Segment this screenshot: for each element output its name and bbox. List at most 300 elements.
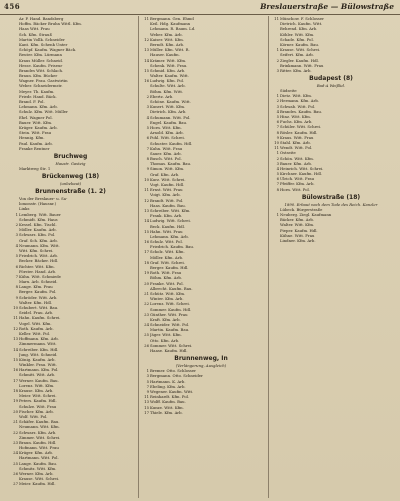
resident-entry: Böhm. Kfm. Witt. [150, 88, 184, 94]
house-number: 5 [276, 171, 279, 177]
house-number: 11 [274, 16, 279, 21]
resident-entry: Ludwig. Witt. Schrei. [150, 218, 191, 224]
resident-entry: Lemberg. Witt. Bauer [19, 211, 61, 217]
resident-entry: Wegener. Kaufm. Witt. [150, 388, 194, 394]
resident-entry: Schade. Kfm. Pol. [280, 36, 314, 42]
entry-block [10, 166, 131, 171]
floor-marker [130, 146, 131, 151]
house-number: 2 [276, 155, 279, 161]
resident-entry: Schulte. Witt. Arb. [150, 83, 186, 89]
house-number: 15 [13, 356, 18, 362]
resident-entry: Werner. Kaufm. Bau. [19, 377, 59, 383]
list-item [271, 238, 391, 243]
resident-entry: Haas Witt. Frau [19, 26, 50, 32]
house-number: 18 [144, 259, 149, 265]
house-number: 1 [276, 150, 279, 156]
resident-entry: Sommer. Witt. Schrei. [150, 342, 193, 348]
house-number: 15 [144, 228, 149, 234]
resident-entry: Roth. Kaufm. Arb. [19, 325, 54, 331]
resident-entry: Schöpf. Kaufm. Wagner Bäck. [19, 47, 77, 53]
resident-entry: Schwab. Witt. Pol. [280, 103, 316, 109]
house-number: 3 [276, 67, 279, 73]
resident-entry: Martin Vollk. Schneider [19, 36, 65, 42]
house-number: 25 [144, 332, 149, 338]
resident-entry: Schütz. Witt. Kfm. [150, 290, 186, 296]
resident-entry: Roth. Witt. Frau [150, 270, 182, 276]
house-number: 26 [13, 471, 18, 476]
section-heading: Budapest (8) [309, 75, 353, 83]
list-item [141, 348, 261, 353]
floor-marker [260, 410, 261, 415]
page-number: 456 [4, 2, 21, 11]
resident-entry: Brandes. Kaufm. Bau. [280, 108, 323, 114]
resident-entry: Bauer. Witt. Kfm. [19, 119, 53, 125]
resident-entry: Kant. Kfm. Schenk Unter [19, 41, 68, 47]
resident-entry: Schuster. Kaufm. Hdl. [150, 140, 193, 146]
resident-entry: Thiele. Kfm. Arb. [150, 409, 183, 415]
resident-entry: Kunert. Witt. Kfm. [150, 104, 186, 110]
resident-entry: Lange. Kaufm. Bau. [19, 460, 57, 466]
section-heading: Brunnenstraße (1. 2) [35, 188, 106, 196]
resident-entry: Schumann. Witt. Pol. [150, 114, 191, 120]
house-number: 5 [276, 114, 279, 119]
house-number: 25 [13, 460, 18, 466]
floor-marker [390, 187, 391, 192]
resident-entry: Marktweg Str. 1 [19, 165, 51, 171]
house-number [271, 238, 280, 243]
resident-entry: Keil. Hdg. Kaufmann [150, 21, 191, 27]
house-number: 8 [15, 284, 18, 290]
house-number: 10 [274, 139, 279, 145]
resident-entry: Schüler. Witt. Schrei. [280, 124, 322, 130]
entry-block [271, 150, 391, 192]
house-number: 2 [146, 93, 149, 99]
house-number: 8 [276, 129, 279, 135]
entry-block [271, 88, 391, 150]
house-number: 3 [146, 104, 149, 110]
resident-entry: Ziegler. Kaufm. Hdl. [280, 57, 319, 63]
resident-entry: Pieper. Kaufm. Hdl. [280, 227, 318, 233]
resident-entry: Friedrich. Witt. Arb. [19, 253, 59, 259]
entry-block [271, 207, 391, 243]
house-number: 6 [276, 176, 279, 182]
resident-entry: Schreiber. Witt. Kfm. [150, 207, 191, 213]
house-number: 8 [146, 156, 149, 162]
resident-entry: Berger. Kaufm. Hdl. [150, 265, 189, 270]
house-number: 7 [146, 383, 149, 389]
section-heading: Bruchweg [53, 152, 88, 160]
house-number: 6 [146, 135, 149, 141]
resident-entry: Brandt. Witt. Pol. [150, 197, 184, 203]
house-number: 17 [144, 249, 149, 255]
resident-entry: Lehmann. Kfm. Arb. [19, 104, 58, 110]
resident-entry: Hoffmann. Kfm. Arb. [19, 336, 59, 342]
resident-entry: Walter. Kaufm. Witt. [150, 73, 189, 79]
resident-entry: Friedr. Hand. Bäck. [19, 93, 57, 99]
resident-entry: Busch. Witt. Pol. [150, 156, 182, 162]
resident-entry: Pohl. Witt. Schrei. [150, 135, 185, 141]
house-number: 5 [15, 253, 18, 259]
resident-entry: Kuhn. Witt. Frau [150, 145, 183, 151]
resident-entry: Körner. Kaufm. Bau. [280, 41, 320, 47]
resident-entry: Hesse. Kaufm. Friseur [19, 62, 63, 68]
house-number: 12 [144, 36, 149, 42]
house-number: 14 [13, 346, 18, 352]
resident-entry: Lange. Kfm. Frau [19, 284, 53, 290]
resident-entry: Voigt. Kfm. Arb. [150, 192, 181, 198]
resident-entry: Kurz. Witt. Schrei. [150, 176, 186, 182]
resident-entry: Links [19, 206, 30, 212]
resident-entry: Graf. Sch. Kfm. Arb. [19, 237, 58, 243]
house-number: 27 [13, 481, 18, 487]
resident-entry: Krause. Witt. Schrei. [19, 476, 60, 482]
resident-entry: Horn. Witt. Pol. [280, 186, 310, 192]
resident-entry: Schwarz. Kfm. Pol. [19, 232, 56, 238]
resident-entry: Lehmann. R. Baum. Ld. [150, 26, 196, 32]
house-number: 1 [276, 47, 279, 53]
resident-entry: Graf. Kfm. Arb. [150, 171, 180, 177]
resident-entry: Kessel. Kfm. Tischl. [19, 222, 57, 227]
resident-entry: Krüger. Kfm. Arb. [19, 450, 54, 456]
resident-entry: Bauer. Kfm. Arb. [280, 160, 313, 166]
resident-entry: Meier. Kaufm. Hdl. [19, 481, 56, 487]
house-number: 11 [274, 145, 279, 151]
list-item [10, 166, 131, 171]
house-number: 7 [276, 124, 279, 130]
resident-entry: Schröder. Witt. Arb. [19, 294, 58, 300]
resident-entry: Hahn. Witt. Frau [150, 228, 183, 234]
list-item [271, 187, 391, 192]
section-heading: Bülowstraße (18) [301, 193, 361, 201]
house-number: 4 [276, 165, 279, 171]
resident-entry: Graf. Witt. Schrei. [150, 259, 185, 265]
entry-block [271, 47, 391, 73]
resident-entry: Werner. Kfm. Arb. [19, 471, 54, 476]
house-number: 13 [13, 336, 18, 342]
resident-entry: Simon. Witt. Kfm. [150, 166, 185, 172]
resident-entry: Bremer. Otto. Schlosser [150, 368, 196, 374]
resident-entry: Neumann. Kfm. Witt. [19, 242, 60, 248]
section-heading: Brunnenweg, In [174, 355, 228, 363]
resident-entry: Neumann. Witt. Kfm. [19, 424, 60, 430]
resident-entry: Möller. Kfm. Arb. [150, 254, 184, 260]
resident-entry: Stein. Witt. Frau [19, 130, 52, 136]
house-number: 15 [144, 67, 149, 73]
resident-entry: Friedrich. Kaufm. Bau. [150, 244, 195, 250]
resident-entry: Keller. Witt. Pol. [19, 330, 51, 336]
house-number: 22 [13, 429, 18, 435]
house-number: 19 [13, 398, 18, 404]
resident-entry: lomonstr. (Hausnr.) [19, 201, 57, 207]
resident-entry: Lorenz. Witt. Schrei. [150, 301, 190, 307]
entry-block [141, 368, 261, 415]
resident-entry: Braun. Kaufm. Hdl. [19, 439, 57, 445]
resident-entry: Krause. Witt. Schrei. [280, 47, 321, 53]
resident-entry: Lübeck. Bürgerstraße [280, 206, 323, 212]
resident-entry: Brinkmann. Witt. Frau [280, 62, 324, 68]
resident-entry: Walter. Kfm. Hdl. [19, 299, 53, 305]
floor-marker [390, 238, 391, 243]
house-number: 10 [144, 176, 149, 182]
house-number: 9 [15, 294, 18, 300]
resident-entry: Brandes Witt. Schlach. [19, 67, 64, 73]
resident-entry: Jung. Witt. Schneid. [19, 351, 58, 357]
house-number: 3 [15, 232, 18, 238]
house-number: 7 [276, 181, 279, 187]
resident-entry: Arnold. Kfm. Arb. [150, 130, 184, 136]
resident-entry: Krüger. Kaufm. Arb. [19, 124, 58, 130]
resident-entry: Schneider. Witt. Pol. [150, 322, 190, 328]
house-number: 14 [144, 218, 149, 224]
resident-entry: Dietz. Witt. Kfm. [280, 93, 313, 99]
resident-entry: Kunze. Witt. Kfm. [150, 404, 184, 410]
resident-entry: Marx. Arb. Schneid. [19, 279, 58, 285]
resident-entry: Reuter. Kfm. Lürmann [19, 52, 62, 58]
resident-entry: Schubert. Witt. Bau. [19, 305, 59, 310]
section-subtitle: (Verlängerung, Ausgleich) [175, 363, 227, 369]
resident-entry: Fuchs. Kfm. Arb. [280, 119, 313, 125]
resident-entry: Seifert. Kfm. Arb. [280, 52, 314, 58]
resident-entry: Schulze. Witt. Frau [19, 403, 57, 409]
resident-entry: Bäcker. Kfm. Arb. [280, 217, 314, 223]
house-number: 8 [276, 186, 279, 192]
house-number: 26 [144, 342, 149, 348]
resident-entry: Weber. Kfm. Arb. [150, 31, 183, 37]
resident-entry: Kraus Müller. Schneid. [19, 57, 64, 63]
resident-entry: Becker. Bäcker. Hdl. [19, 258, 59, 264]
house-number: 11 [144, 16, 149, 21]
resident-entry: Schmitz. Witt. Kfm. [19, 465, 57, 471]
house-number: 3 [276, 103, 279, 109]
resident-entry: Braun. Kfm. Bücker [19, 73, 58, 79]
resident-entry: Böhm. Kfm. Arb. [150, 275, 182, 281]
resident-entry: Krause. Kfm. Arb. [19, 388, 54, 393]
resident-entry: Pfeiffer. Kfm. Arb. [280, 181, 315, 187]
house-number: 4 [15, 242, 18, 248]
resident-entry: Hofmann. Witt. Frau [19, 445, 59, 451]
resident-entry: Wolff. Kaufm. Bau. [150, 399, 186, 405]
resident-entry: Günther. Witt. Frau [150, 311, 188, 317]
house-number: 2 [276, 57, 279, 63]
resident-entry: Dietrich. Kfm. Arb. [150, 109, 187, 115]
resident-entry: Kraft. Kfm. Arb. [150, 316, 181, 322]
floor-marker [130, 166, 131, 171]
resident-entry: Wendt. Witt. Pol. [280, 145, 313, 151]
resident-entry: Ostseite [280, 150, 296, 156]
house-number: 5 [146, 378, 149, 384]
resident-entry: Horn. Witt. Kfm. [150, 124, 182, 130]
page-title: Breslauerstraße — Bülowstraße [260, 2, 394, 11]
column-1 [8, 16, 133, 498]
resident-entry: Franke. Witt. Pol. [150, 280, 184, 286]
resident-entry: Martin. Kaufm. Bau. [150, 327, 190, 333]
resident-entry: Thomas. Kaufm. Bau. [150, 161, 192, 167]
resident-entry: Schmid. Kfm. Arb. [150, 67, 186, 73]
house-number: 1 [276, 93, 279, 99]
resident-entry: Müller. Kfm. Witt. R. [150, 47, 190, 53]
house-number: 1 [276, 212, 279, 217]
resident-entry: Zimmer. Witt. Schrei. [19, 434, 61, 440]
resident-entry: Winter. Kfm. Arb. [150, 296, 184, 302]
resident-entry: Sch. Kfm. Strauß [19, 31, 53, 37]
entry-block [141, 94, 261, 353]
house-number: 23 [144, 311, 149, 317]
floor-marker [390, 68, 391, 73]
resident-entry: Möller. Kaufm. Arb. [19, 227, 57, 233]
resident-entry: Von der Breslauer- u. Sa- [19, 196, 68, 202]
resident-entry: Berndt. Kfm. Arb. [150, 41, 185, 47]
resident-entry: Walter. Witt. Kfm. [280, 222, 315, 228]
resident-entry: Otto. Kfm. Arb. [150, 337, 180, 343]
house-number: 16 [144, 78, 149, 84]
house-number: 20 [13, 408, 18, 414]
resident-entry: Meyer. Th. Kaufm. [19, 88, 55, 94]
resident-entry: Vogel. Witt. Kfm. [19, 320, 52, 326]
house-number [10, 166, 19, 171]
house-number: 24 [13, 450, 18, 456]
house-number: 1 [15, 211, 18, 217]
list-item [10, 481, 131, 486]
resident-entry: Krämer. Witt. Kfm. [150, 57, 187, 63]
house-number: 11 [13, 315, 18, 321]
resident-entry: Hartmann. Kfm. Pol. [19, 367, 59, 373]
resident-entry: Schulz. Kfm. Witt. Müller [19, 109, 68, 115]
resident-entry: Schwarz. Kfm. Arb. [19, 429, 57, 435]
list-item [10, 146, 131, 151]
house-number: 7 [15, 273, 18, 279]
house-number: 1 [146, 368, 149, 374]
resident-entry: Berger. Kaufm. Pol. [19, 289, 57, 295]
house-number: 9 [146, 166, 149, 172]
resident-entry: Reinhardt. Kfm. Pol. [150, 394, 190, 400]
resident-entry: Schenk. Witt. Frau. [150, 62, 188, 68]
house-number: 3 [276, 160, 279, 166]
resident-entry: Ludwig. Kfm. Pol. [150, 78, 185, 84]
resident-entry: Vogt. Kaufm. Hdl. [150, 182, 185, 187]
resident-entry: Ritter. Kfm. Arb. [280, 67, 312, 73]
section-subtitle: 1890. Erbaut nach dem Tode des Reich. Kanzler [284, 201, 378, 207]
resident-entry: Dietrich. Kaufm. Witt. [280, 21, 323, 27]
house-number: 13 [144, 207, 149, 213]
resident-entry: Haase. Kaufm. Hdl. [150, 348, 188, 353]
floor-marker [260, 348, 261, 353]
resident-entry: Hartmann. Witt. Pol. [19, 455, 59, 461]
resident-entry: Hahn. Kaufm. Schrei. [19, 315, 61, 321]
house-number: 17 [144, 409, 149, 415]
house-number: 11 [144, 187, 149, 193]
floor-marker [130, 481, 131, 486]
list-item [141, 410, 261, 415]
house-number [141, 348, 150, 353]
entry-block [141, 16, 261, 94]
house-number: 17 [13, 377, 18, 383]
house-number: 16 [13, 367, 18, 373]
house-number: 6 [15, 263, 18, 269]
resident-entry: Brand. F. Pol. [19, 99, 45, 104]
resident-entry: Beck. Kaufm. Hdl. [150, 223, 186, 229]
house-number: 9 [146, 388, 149, 394]
resident-entry: Haas. Kaufm. Bau. [150, 202, 186, 208]
resident-entry: Meier. Witt. Schrei. [19, 393, 57, 399]
entry-block [271, 16, 391, 47]
resident-entry: Albrecht. Kaufm. Bau. [150, 285, 193, 291]
resident-entry: Sommer. Kaufm. Hdl. [150, 306, 192, 312]
resident-entry: Hauser. Kaufm. [150, 52, 180, 58]
resident-entry: Lehmann. Kfm. Arb. [150, 233, 189, 239]
house-number: 14 [144, 57, 149, 63]
house-number: 16 [144, 239, 149, 245]
resident-entry: Stahl. Kfm. Arb. [280, 139, 311, 145]
entry-block [10, 16, 131, 151]
resident-entry: Südseite [280, 88, 297, 94]
resident-entry: Heinrich. Witt. Schrei. [280, 165, 324, 171]
resident-entry: Münchow. F. Schlosser [280, 16, 324, 21]
resident-entry: Bergmann. Otto. Schneider [150, 373, 203, 379]
house-number: 6 [276, 119, 279, 125]
house-number: 4 [276, 108, 279, 114]
house-number: 7 [146, 145, 149, 151]
resident-entry: Rösler. Kaufm. Hdl. [280, 129, 318, 135]
house-number: 22 [144, 301, 149, 307]
resident-entry: Frank. Kfm. Arb. [150, 213, 183, 219]
resident-entry: Lorenz. Witt. Kfm. [19, 382, 55, 388]
resident-entry: Engel. Kaufm. Bau. [150, 119, 188, 125]
resident-entry: Schöne. Kaufm. Witt. [150, 99, 191, 104]
list-item [271, 68, 391, 73]
section-subtitle: Haustr. Gasteig [55, 160, 86, 166]
resident-entry: Ebertz. Arb. [150, 93, 174, 99]
resident-entry: Hermann. Kfm. Arb. [280, 98, 319, 104]
house-number: 18 [13, 388, 18, 393]
section-heading: Brückenweg (18) [41, 173, 100, 181]
house-number: 9 [276, 134, 279, 140]
resident-entry: Peters. Kaufm. Hdl. [19, 398, 57, 404]
resident-entry: Neuberg. Ziegl. Kaufmann [280, 212, 332, 217]
resident-entry: Kraus. Witt. Frau [280, 134, 314, 140]
house-number [10, 146, 19, 151]
resident-entry: Hinz. Witt. Kfm. [280, 114, 311, 119]
resident-entry: Schreiber. Kfm. Hdl. [19, 346, 59, 352]
house-number: 21 [13, 419, 18, 425]
resident-entry: Schulz. Witt. Pol. [150, 239, 183, 245]
resident-entry: Bergmann. Gen. Ehmd [150, 16, 194, 21]
house-number: 11 [144, 394, 149, 400]
house-number: 21 [144, 290, 149, 296]
resident-entry: Paul. Kaufm. Arb. [19, 140, 53, 146]
page-header [0, 0, 400, 15]
resident-entry: Lindner. Kfm. Arb. [280, 237, 316, 243]
house-number: 3 [146, 373, 149, 379]
section-subtitle: Bad-A Weißkd. [316, 83, 346, 89]
section-subtitle: (unbebaut) [59, 181, 82, 187]
house-number: 12 [13, 325, 18, 331]
house-number: 24 [144, 322, 149, 328]
column-3 [268, 16, 393, 498]
house-number: 13 [144, 47, 149, 53]
resident-entry: Hartmann. K. Arb. [150, 378, 186, 384]
resident-entry: Sauer. Kfm. Arb. [150, 150, 182, 156]
resident-entry: König. Kaufm. Arb. [19, 356, 56, 362]
resident-entry: Weber. Schneidermstr. [19, 83, 63, 89]
resident-entry: Hoffm. Bäcker Bruhn Wittl. Kfm. [19, 21, 82, 27]
house-number: 4 [146, 114, 149, 120]
house-number: 2 [276, 98, 279, 104]
house-number: 15 [144, 404, 149, 410]
entry-block [10, 196, 131, 487]
resident-entry: Witt. Kfm. Schrei. [19, 247, 54, 253]
resident-entry: Ar. P. Hand. Bandsberg [19, 16, 64, 21]
resident-entry: Ebeling. Kfm. Arb. [150, 383, 186, 389]
